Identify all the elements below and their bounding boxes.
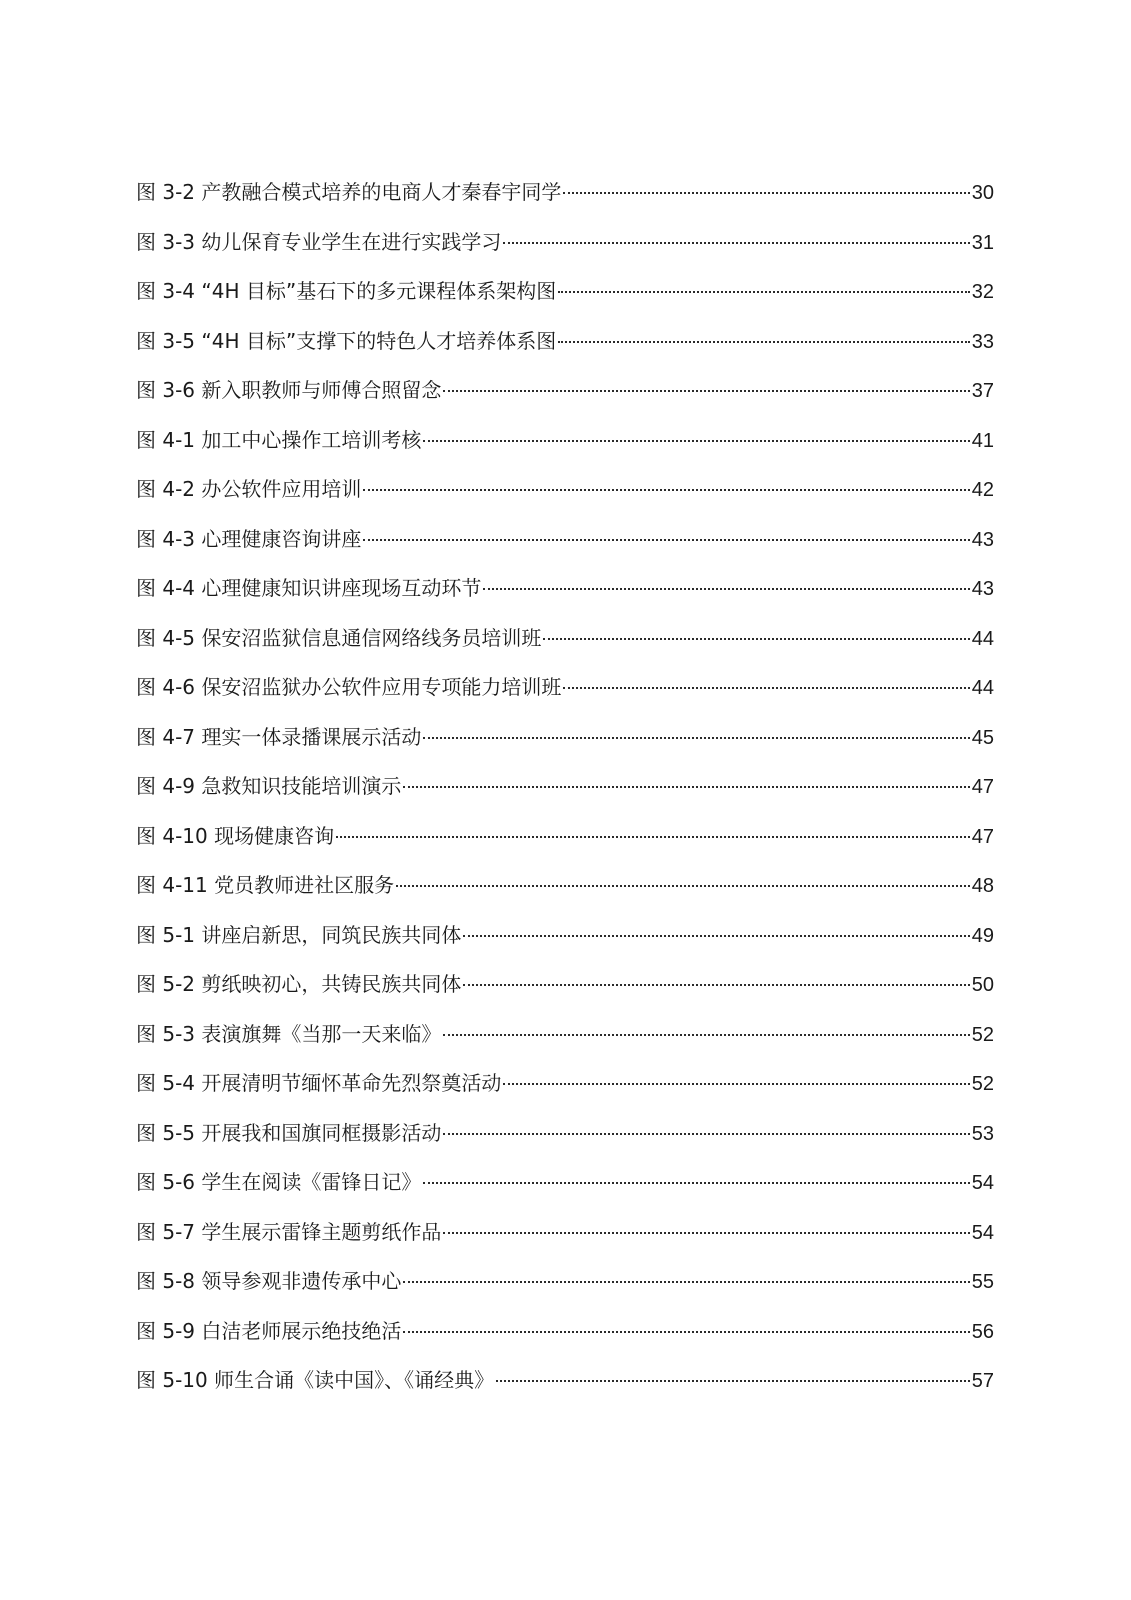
dot-leader xyxy=(403,786,969,788)
toc-entry-label: 图 5-9 白洁老师展示绝技绝活 xyxy=(136,1318,402,1343)
dot-leader xyxy=(403,1331,969,1333)
dot-leader xyxy=(423,440,969,442)
dot-leader xyxy=(396,885,970,887)
dot-leader xyxy=(423,1182,969,1184)
toc-entry-label: 图 3-2 产教融合模式培养的电商人才秦春宇同学 xyxy=(136,180,562,204)
toc-entry-page-number: 52 xyxy=(971,1023,994,1046)
toc-entry-page-number: 53 xyxy=(971,1122,994,1145)
toc-entry-label: 图 5-8 领导参观非遗传承中心 xyxy=(136,1269,402,1293)
toc-entry[interactable] xyxy=(136,515,994,565)
toc-entry-label: 图 3-4 “4H 目标”基石下的多元课程体系架构图 xyxy=(136,279,557,303)
toc-entry-label: 图 5-4 开展清明节缅怀革命先烈祭奠活动 xyxy=(136,1071,502,1095)
toc-entry-label: 图 5-5 开展我和国旗同框摄影活动 xyxy=(136,1120,442,1145)
toc-entry-label: 图 4-1 加工中心操作工培训考核 xyxy=(136,427,422,452)
toc-entry[interactable] xyxy=(136,1208,994,1258)
toc-entry-label: 图 5-7 学生展示雷锋主题剪纸作品 xyxy=(136,1219,442,1244)
toc-entry-label: 图 4-11 党员教师进社区服务 xyxy=(136,873,395,897)
toc-entry-label: 图 3-3 幼儿保育专业学生在进行实践学习 xyxy=(136,229,502,254)
toc-entry-label: 图 5-10 师生合诵《读中国》、《诵经典》 xyxy=(136,1368,495,1392)
toc-entry[interactable] xyxy=(136,465,994,515)
toc-entry-page-number: 47 xyxy=(971,776,994,798)
toc-entry-label: 图 5-2 剪纸映初心，共铸民族共同体 xyxy=(136,972,462,996)
dot-leader xyxy=(563,192,969,194)
toc-entry-page-number: 54 xyxy=(971,1172,994,1194)
toc-entry[interactable] xyxy=(136,366,994,416)
toc-entry[interactable] xyxy=(136,762,994,812)
toc-entry-label: 图 3-6 新入职教师与师傅合照留念 xyxy=(136,378,442,402)
toc-entry[interactable] xyxy=(136,1010,994,1060)
dot-leader xyxy=(496,1380,970,1382)
toc-entry-page-number: 45 xyxy=(971,726,994,749)
toc-entry[interactable] xyxy=(136,317,994,367)
toc-entry[interactable] xyxy=(136,812,994,862)
toc-entry-page-number: 44 xyxy=(971,627,994,650)
figure-table-of-contents xyxy=(136,168,994,1406)
dot-leader xyxy=(483,588,969,590)
toc-entry-page-number: 41 xyxy=(971,429,994,452)
dot-leader xyxy=(336,836,970,838)
toc-entry-page-number: 47 xyxy=(971,825,994,848)
toc-entry[interactable] xyxy=(136,168,994,218)
toc-entry[interactable] xyxy=(136,564,994,614)
toc-entry-label: 图 5-1 讲座启新思，同筑民族共同体 xyxy=(136,922,462,947)
toc-entry[interactable] xyxy=(136,218,994,268)
toc-entry[interactable] xyxy=(136,911,994,961)
toc-entry-page-number: 43 xyxy=(971,578,994,600)
dot-leader xyxy=(363,489,969,491)
toc-entry-page-number: 52 xyxy=(971,1073,994,1095)
toc-entry-page-number: 37 xyxy=(971,380,994,402)
toc-entry[interactable] xyxy=(136,416,994,466)
toc-entry[interactable] xyxy=(136,267,994,317)
toc-entry-label: 图 4-5 保安沼监狱信息通信网络线务员培训班 xyxy=(136,625,542,650)
dot-leader xyxy=(443,1034,969,1036)
toc-entry[interactable] xyxy=(136,1109,994,1159)
toc-entry-label: 图 4-9 急救知识技能培训演示 xyxy=(136,774,402,798)
toc-entry-page-number: 54 xyxy=(971,1221,994,1244)
toc-entry-label: 图 4-6 保安沼监狱办公软件应用专项能力培训班 xyxy=(136,675,562,699)
toc-entry-page-number: 43 xyxy=(971,528,994,551)
toc-entry-label: 图 5-3 表演旗舞《当那一天来临》 xyxy=(136,1021,442,1046)
dot-leader xyxy=(503,242,969,244)
toc-entry-label: 图 4-2 办公软件应用培训 xyxy=(136,477,362,501)
toc-entry-page-number: 32 xyxy=(971,281,994,303)
toc-entry[interactable] xyxy=(136,1307,994,1357)
toc-entry-page-number: 48 xyxy=(971,875,994,897)
dot-leader xyxy=(403,1281,969,1283)
toc-entry[interactable] xyxy=(136,713,994,763)
toc-entry-label: 图 4-10 现场健康咨询 xyxy=(136,823,335,848)
toc-entry-page-number: 57 xyxy=(971,1370,994,1392)
dot-leader xyxy=(423,737,969,739)
toc-entry-page-number: 56 xyxy=(971,1320,994,1343)
toc-entry-label: 图 4-7 理实一体录播课展示活动 xyxy=(136,724,422,749)
toc-entry[interactable] xyxy=(136,861,994,911)
dot-leader xyxy=(363,539,969,541)
toc-entry[interactable] xyxy=(136,1158,994,1208)
toc-entry-page-number: 50 xyxy=(971,974,994,996)
toc-entry[interactable] xyxy=(136,1257,994,1307)
toc-entry-label: 图 4-3 心理健康咨询讲座 xyxy=(136,526,362,551)
dot-leader xyxy=(558,341,970,343)
toc-entry-label: 图 5-6 学生在阅读《雷锋日记》 xyxy=(136,1170,422,1194)
toc-entry-page-number: 44 xyxy=(971,677,994,699)
dot-leader xyxy=(443,1232,969,1234)
toc-entry-page-number: 55 xyxy=(971,1271,994,1293)
toc-entry[interactable] xyxy=(136,960,994,1010)
toc-entry[interactable] xyxy=(136,663,994,713)
dot-leader xyxy=(463,935,969,937)
dot-leader xyxy=(463,984,969,986)
dot-leader xyxy=(503,1083,969,1085)
toc-entry-label: 图 4-4 心理健康知识讲座现场互动环节 xyxy=(136,576,482,600)
toc-entry-page-number: 30 xyxy=(971,182,994,204)
dot-leader xyxy=(563,687,969,689)
dot-leader xyxy=(443,1133,969,1135)
toc-entry-page-number: 31 xyxy=(971,231,994,254)
toc-entry[interactable] xyxy=(136,1356,994,1406)
dot-leader xyxy=(443,390,969,392)
dot-leader xyxy=(543,638,969,640)
toc-entry-page-number: 42 xyxy=(971,479,994,501)
toc-entry-page-number: 33 xyxy=(971,330,994,353)
toc-entry[interactable] xyxy=(136,1059,994,1109)
toc-entry-page-number: 49 xyxy=(971,924,994,947)
toc-entry-label: 图 3-5 “4H 目标”支撑下的特色人才培养体系图 xyxy=(136,328,557,353)
toc-entry[interactable] xyxy=(136,614,994,664)
dot-leader xyxy=(558,291,970,293)
